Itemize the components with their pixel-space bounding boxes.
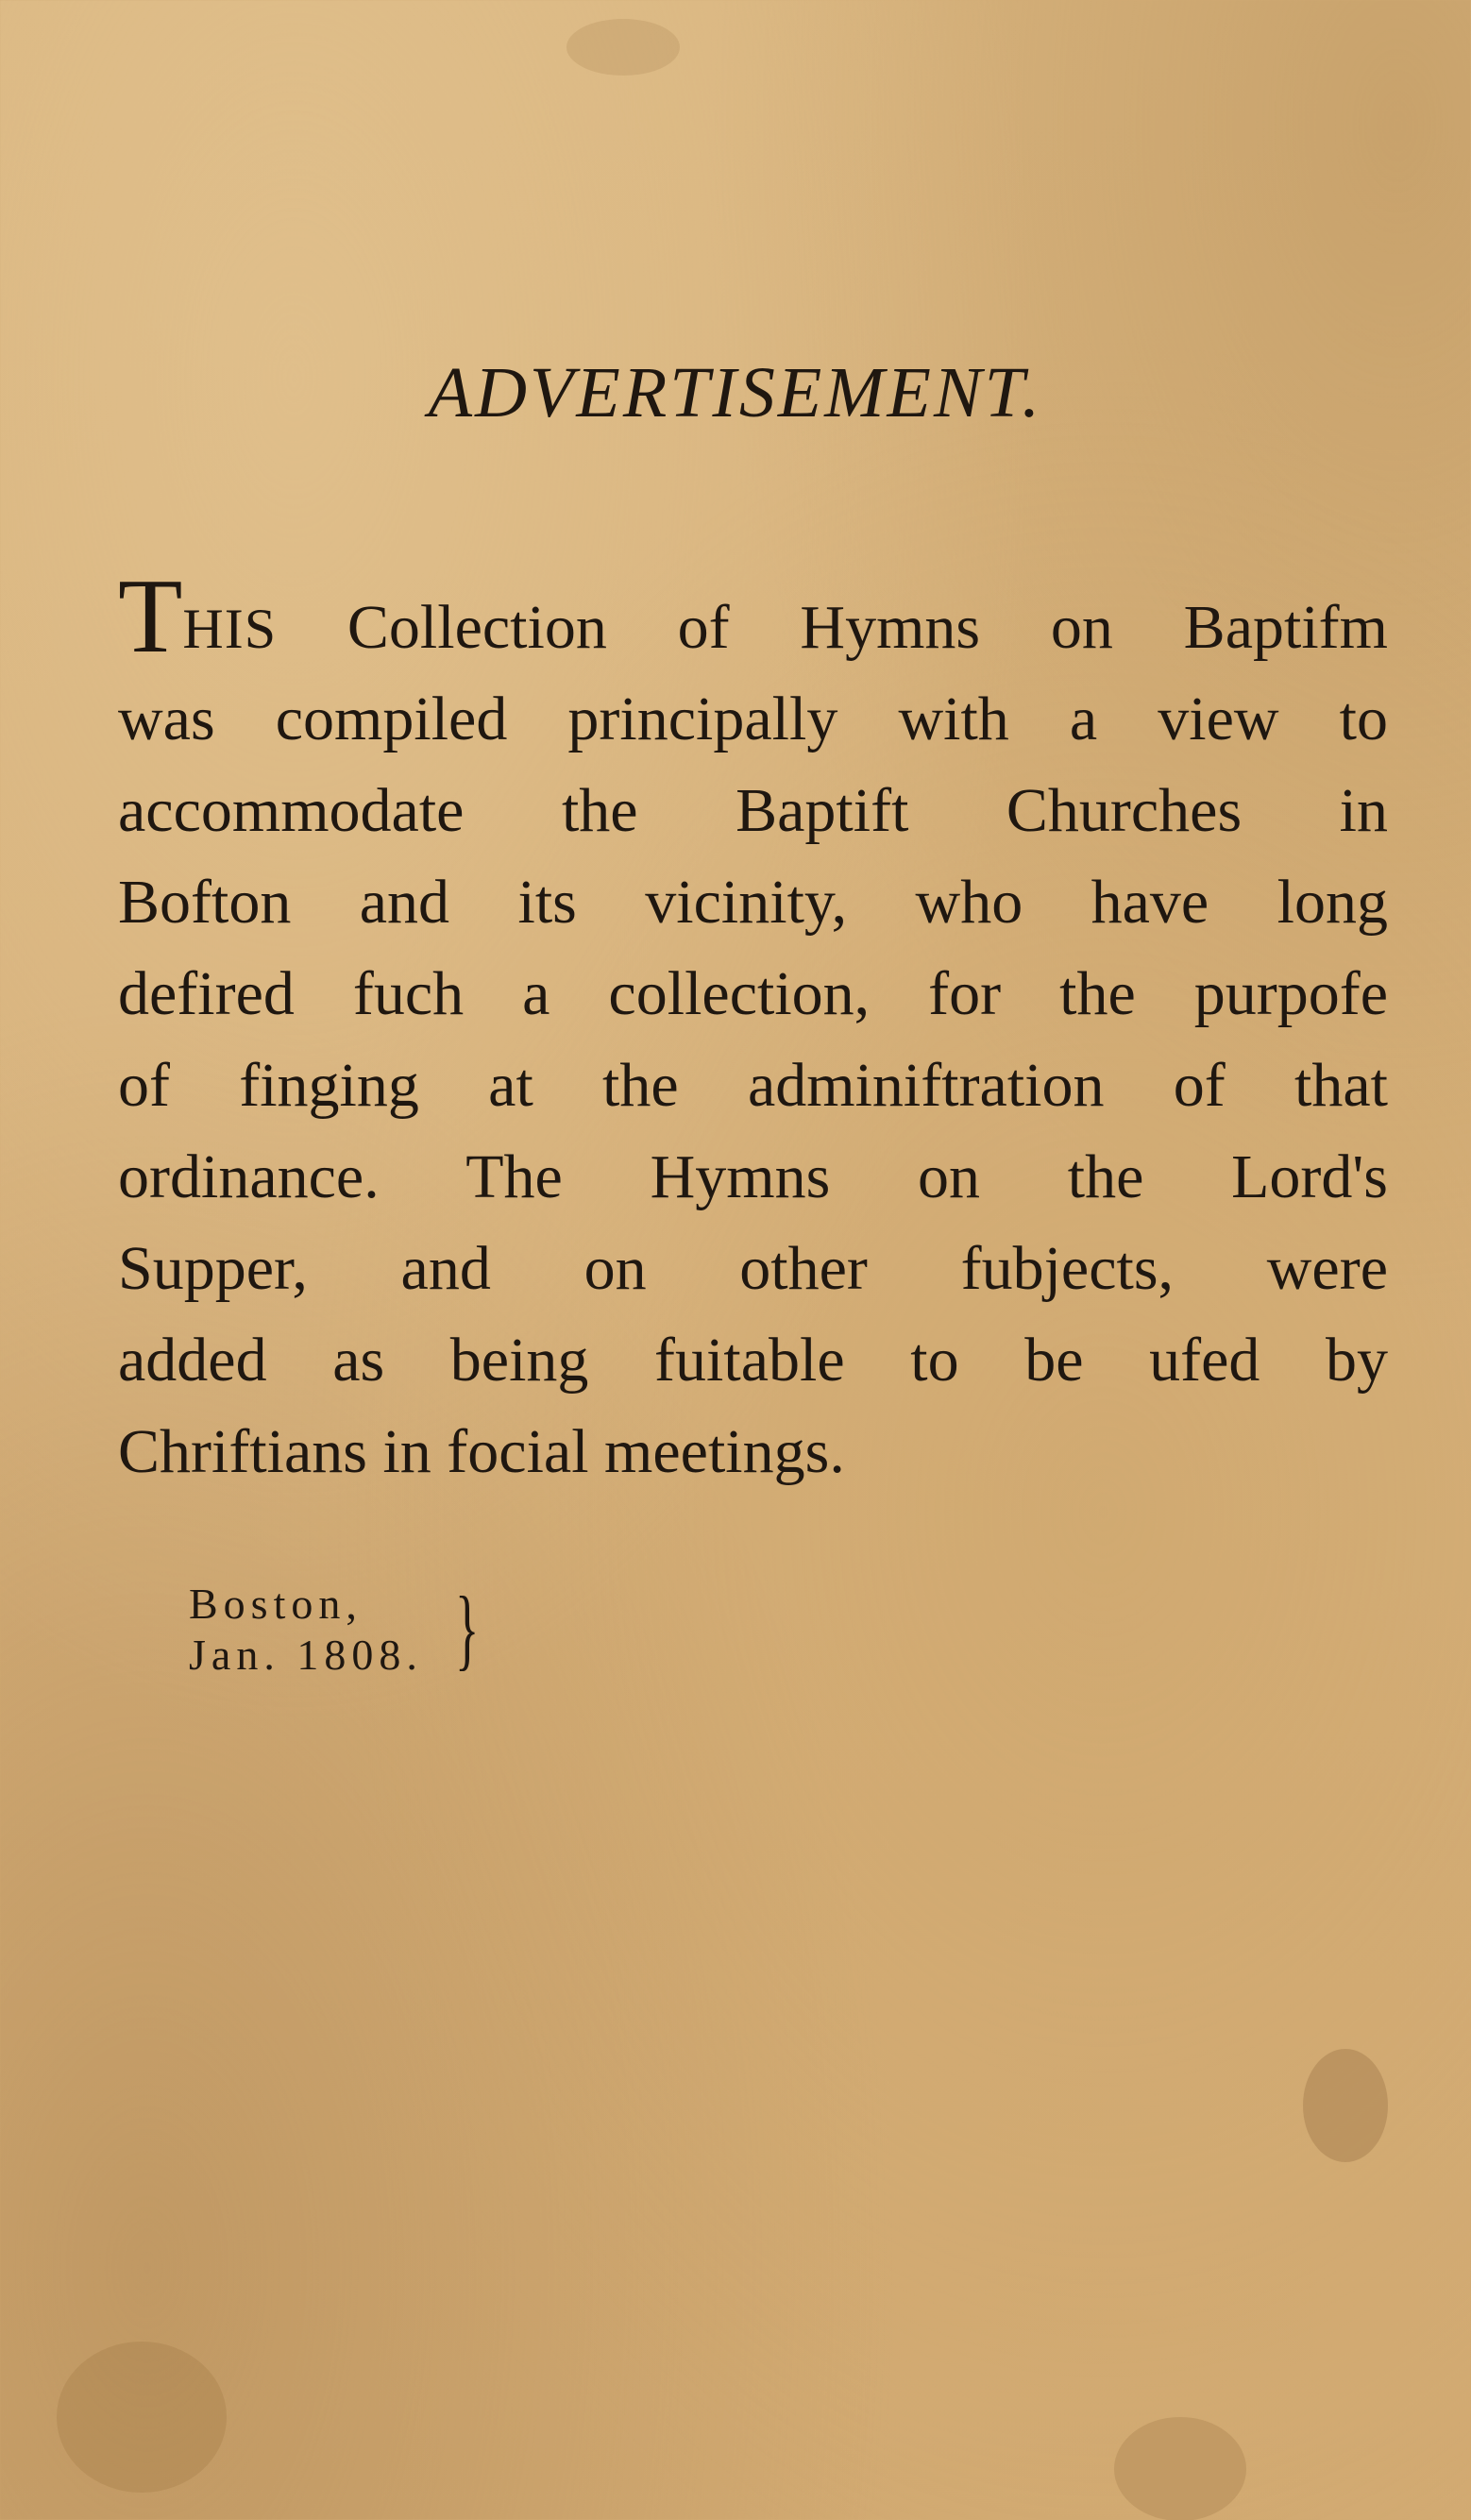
body-line-10: Chriftians in focial meetings. — [118, 1417, 845, 1486]
paper-stain — [1303, 2049, 1388, 2162]
drop-cap: T — [118, 558, 183, 675]
paper-stain — [57, 2342, 227, 2493]
body-line-2: was compiled principally with a view to — [118, 685, 1388, 753]
body-line-9: added as being fuitable to be ufed by — [118, 1326, 1388, 1395]
body-line-4: Bofton and its vicinity, who have long — [118, 868, 1388, 937]
body-line-5: defired fuch a collection, for the purpofe — [118, 959, 1388, 1028]
advertisement-body — [118, 558, 1388, 1497]
signature-place: Boston, — [189, 1580, 363, 1628]
body-line-7: ordinance. The Hymns on the Lord's — [118, 1142, 1388, 1211]
lead-word: HIS — [182, 598, 278, 660]
body-line-3: accommodate the Baptift Churches in — [118, 776, 1388, 845]
body-line-8: Supper, and on other fubjects, were — [118, 1234, 1388, 1303]
page-heading: ADVERTISEMENT. — [428, 353, 1043, 432]
paper-stain — [566, 19, 680, 76]
body-line-6: of finging at the adminiftration of that — [118, 1051, 1388, 1120]
signature-block — [189, 1578, 482, 1681]
brace-symbol: } — [455, 1578, 482, 1679]
paper-stain — [1114, 2417, 1246, 2520]
body-line-1 — [118, 558, 1388, 675]
signature-date: Jan. 1808. — [189, 1631, 423, 1679]
body-line-text: Collection of Hymns on Baptifm — [277, 593, 1388, 662]
